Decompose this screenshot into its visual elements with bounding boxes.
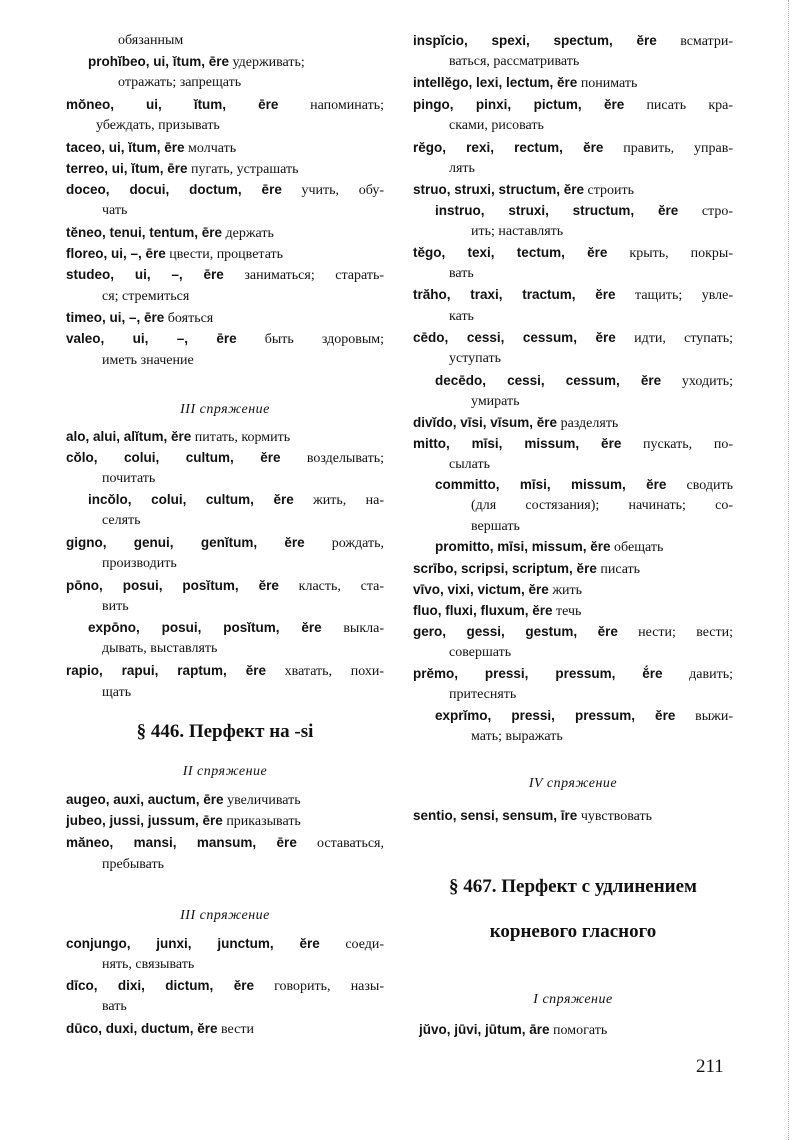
verb-entry (413, 558, 733, 579)
latin-verb-forms: augeo, auxi, auctum, ēre (66, 792, 224, 807)
russian-translation: удерживать; (232, 55, 305, 70)
latin-verb-forms: divĭdo, vīsi, vīsum, ĕre (413, 415, 558, 430)
russian-translation: строить (587, 183, 635, 198)
page-edge (788, 0, 790, 1140)
translation-continuation: сылать (449, 457, 490, 472)
russian-translation: стро- (701, 204, 734, 219)
translation-continuation: умирать (471, 394, 520, 409)
russian-translation: увеличивать (227, 793, 301, 808)
translation-continuation: производить (102, 556, 177, 571)
russian-translation: пускать, по- (643, 437, 733, 452)
latin-verb-forms: dīco, dixi, dictum, ĕre (66, 978, 254, 993)
verb-entry (413, 370, 733, 391)
verb-entry (413, 433, 733, 454)
russian-translation: пугать, устрашать (191, 162, 299, 177)
section-heading: § 467. Перфект с удлинением (449, 876, 697, 897)
verb-entry (66, 264, 384, 285)
translation-continuation: уступать (449, 351, 501, 366)
russian-translation: сводить (686, 478, 733, 493)
verb-entry (413, 1019, 733, 1040)
latin-verb-forms: struo, struxi, structum, ĕre (413, 182, 585, 197)
latin-verb-forms: gero, gessi, gestum, ĕre (413, 624, 618, 639)
verb-entry (66, 789, 384, 810)
latin-verb-forms: tĕgo, texi, tectum, ĕre (413, 245, 608, 260)
latin-verb-forms: pingo, pinxi, pictum, ĕre (413, 97, 625, 112)
conjugation-heading: II спряжение (182, 764, 268, 779)
verb-entry (66, 137, 384, 158)
latin-verb-forms: fluo, fluxi, fluxum, ĕre (413, 603, 553, 618)
translation-continuation: сками, рисовать (449, 118, 544, 133)
verb-entry (413, 137, 733, 158)
verb-entry (66, 489, 384, 510)
russian-translation: вести (221, 1022, 254, 1037)
translation-continuation: пребывать (102, 857, 165, 872)
latin-verb-forms: gigno, genui, genĭtum, ĕre (66, 535, 305, 550)
translation-continuation: ся; стремиться (102, 289, 190, 304)
verb-entry (66, 158, 384, 179)
verb-entry (413, 474, 733, 495)
verb-entry (413, 600, 733, 621)
latin-verb-forms: cēdo, cessi, cessum, ĕre (413, 330, 616, 345)
verb-entry (66, 532, 384, 553)
russian-translation: помогать (553, 1023, 608, 1038)
translation-continuation: убеждать, призывать (96, 118, 220, 133)
translation-continuation: отражать; запрещать (118, 75, 242, 90)
latin-verb-forms: inspĭcio, spexi, spectum, ĕre (413, 33, 657, 48)
russian-translation: давить; (689, 667, 733, 682)
russian-translation: говорить, назы- (274, 979, 384, 994)
verb-entry (413, 621, 733, 642)
translation-continuation: щать (102, 685, 132, 700)
conjugation-heading: IV спряжение (528, 776, 618, 791)
russian-translation: рождать, (331, 536, 384, 551)
latin-verb-forms: tĕneo, tenui, tentum, ēre (66, 225, 223, 240)
latin-verb-forms: expōno, posui, posĭtum, ĕre (88, 620, 322, 635)
translation-continuation: обязанным (118, 33, 184, 48)
verb-entry (66, 447, 384, 468)
conjugation-heading: I спряжение (533, 992, 613, 1007)
russian-translation: уходить; (681, 374, 733, 389)
russian-translation: разделять (560, 416, 619, 431)
latin-verb-forms: incŏlo, colui, cultum, ĕre (88, 492, 294, 507)
latin-verb-forms: terreo, ui, ĭtum, ēre (66, 161, 188, 176)
latin-verb-forms: rapio, rapui, raptum, ĕre (66, 663, 266, 678)
translation-continuation: иметь значение (102, 353, 194, 368)
russian-translation: держать (225, 226, 274, 241)
latin-verb-forms: valeo, ui, –, ēre (66, 331, 237, 346)
russian-translation: выжи- (695, 709, 733, 724)
verb-entry (66, 307, 384, 328)
translation-continuation: чать (102, 203, 128, 218)
verb-entry (413, 579, 733, 600)
verb-entry (413, 412, 733, 433)
russian-translation: учить, обу- (301, 183, 384, 198)
latin-verb-forms: rĕgo, rexi, rectum, ĕre (413, 140, 604, 155)
latin-verb-forms: promitto, mīsi, missum, ĕre (435, 539, 611, 554)
latin-verb-forms: vīvo, vixi, victum, ĕre (413, 582, 549, 597)
verb-entry (66, 328, 384, 349)
verb-entry (413, 536, 733, 557)
russian-translation: быть здоровым; (264, 332, 384, 347)
russian-translation: напоминать; (310, 98, 384, 113)
verb-entry (413, 705, 733, 726)
translation-continuation: (для состязания); начинать; со- (471, 498, 733, 513)
latin-verb-forms: decēdo, cessi, cessum, ĕre (435, 373, 662, 388)
russian-translation: чувствовать (580, 809, 653, 824)
verb-entry (413, 663, 733, 684)
verb-entry (66, 179, 384, 200)
latin-verb-forms: intellĕgo, lexi, lectum, ĕre (413, 75, 578, 90)
latin-verb-forms: floreo, ui, –, ēre (66, 246, 166, 261)
russian-translation: крыть, покры- (629, 246, 734, 261)
verb-entry (66, 975, 384, 996)
verb-entry (413, 284, 733, 305)
page-number: 211 (696, 1056, 724, 1077)
verb-entry (413, 327, 733, 348)
russian-translation: тащить; увле- (635, 288, 733, 303)
latin-verb-forms: timeo, ui, –, ēre (66, 310, 165, 325)
latin-verb-forms: doceo, docui, doctum, ēre (66, 182, 282, 197)
verb-entry (66, 94, 384, 115)
russian-translation: оставаться, (317, 836, 384, 851)
russian-translation: течь (556, 604, 582, 619)
translation-continuation: почитать (102, 471, 156, 486)
translation-continuation: дывать, выставлять (102, 641, 218, 656)
verb-entry (66, 575, 384, 596)
russian-translation: идти, ступать; (634, 331, 734, 346)
russian-translation: соеди- (345, 937, 385, 952)
latin-verb-forms: exprĭmo, pressi, pressum, ĕre (435, 708, 676, 723)
latin-verb-forms: committo, mīsi, missum, ĕre (435, 477, 667, 492)
verb-entry (413, 200, 733, 221)
section-heading: § 446. Перфект на -si (136, 721, 314, 742)
latin-verb-forms: trăho, traxi, tractum, ĕre (413, 287, 616, 302)
russian-translation: возделывать; (306, 451, 385, 466)
translation-continuation: притеснять (449, 687, 517, 702)
translation-continuation: ить; наставлять (471, 224, 564, 239)
russian-translation: заниматься; старать- (244, 268, 385, 283)
verb-entry (66, 617, 384, 638)
russian-translation: питать, кормить (194, 430, 291, 445)
translation-continuation: лять (449, 161, 475, 176)
russian-translation: выкла- (343, 621, 384, 636)
conjugation-heading: III спряжение (180, 402, 270, 417)
verb-entry (66, 1018, 384, 1039)
conjugation-heading: III спряжение (180, 908, 270, 923)
russian-translation: править, управ- (623, 141, 733, 156)
russian-translation: молчать (188, 141, 237, 156)
verb-entry (413, 72, 733, 93)
latin-verb-forms: jŭvo, jūvi, jūtum, āre (419, 1022, 550, 1037)
latin-verb-forms: prohĭbeo, ui, ĭtum, ēre (88, 54, 230, 69)
translation-continuation: вать (449, 266, 474, 281)
latin-verb-forms: conjungo, junxi, junctum, ĕre (66, 936, 320, 951)
section-heading: корневого гласного (489, 921, 657, 942)
russian-translation: нести; вести; (638, 625, 734, 640)
latin-verb-forms: taceo, ui, ĭtum, ēre (66, 140, 185, 155)
russian-translation: класть, ста- (298, 579, 384, 594)
verb-entry (413, 94, 733, 115)
russian-translation: всматри- (680, 34, 733, 49)
verb-entry (66, 426, 384, 447)
russian-translation: приказывать (226, 814, 301, 829)
verb-entry (413, 30, 733, 51)
verb-entry (66, 832, 384, 853)
verb-entry (413, 242, 733, 263)
translation-continuation: ваться, рассматривать (449, 54, 580, 69)
verb-entry (66, 933, 384, 954)
latin-verb-forms: jubeo, jussi, jussum, ēre (66, 813, 223, 828)
latin-verb-forms: sentio, sensi, sensum, īre (413, 808, 578, 823)
latin-verb-forms: cŏlo, colui, cultum, ĕre (66, 450, 281, 465)
translation-continuation: вать (102, 999, 127, 1014)
russian-translation: обещать (614, 540, 664, 555)
verb-entry (413, 805, 733, 826)
russian-translation: жить, на- (313, 493, 384, 508)
translation-continuation: нять, связывать (102, 957, 195, 972)
russian-translation: цвести, процветать (169, 247, 284, 262)
translation-continuation: совершать (449, 645, 512, 660)
verb-entry (66, 51, 384, 72)
latin-verb-forms: scrībo, scripsi, scriptum, ĕre (413, 561, 597, 576)
latin-verb-forms: studeo, ui, –, ēre (66, 267, 224, 282)
latin-verb-forms: dūco, duxi, ductum, ĕre (66, 1021, 218, 1036)
russian-translation: понимать (580, 76, 638, 91)
latin-verb-forms: alo, alui, alĭtum, ĕre (66, 429, 192, 444)
translation-continuation: кать (449, 309, 474, 324)
verb-entry (413, 179, 733, 200)
translation-continuation: селять (102, 513, 141, 528)
latin-verb-forms: mitto, mīsi, missum, ĕre (413, 436, 622, 451)
latin-verb-forms: măneo, mansi, mansum, ēre (66, 835, 297, 850)
verb-entry (66, 222, 384, 243)
latin-verb-forms: prĕmo, pressi, pressum, ĕ́re (413, 666, 663, 681)
translation-continuation: вершать (471, 519, 520, 534)
verb-entry (66, 810, 384, 831)
latin-verb-forms: mŏneo, ui, ĭtum, ēre (66, 97, 279, 112)
russian-translation: писать (600, 562, 641, 577)
russian-translation: хватать, похи- (284, 664, 385, 679)
translation-continuation: вить (102, 599, 129, 614)
russian-translation: бояться (167, 311, 214, 326)
verb-entry (66, 243, 384, 264)
latin-verb-forms: instruo, struxi, structum, ĕre (435, 203, 679, 218)
translation-continuation: мать; выражать (471, 729, 563, 744)
russian-translation: жить (552, 583, 582, 598)
russian-translation: писать кра- (646, 98, 734, 113)
verb-entry (66, 660, 384, 681)
latin-verb-forms: pōno, posui, posĭtum, ĕre (66, 578, 279, 593)
